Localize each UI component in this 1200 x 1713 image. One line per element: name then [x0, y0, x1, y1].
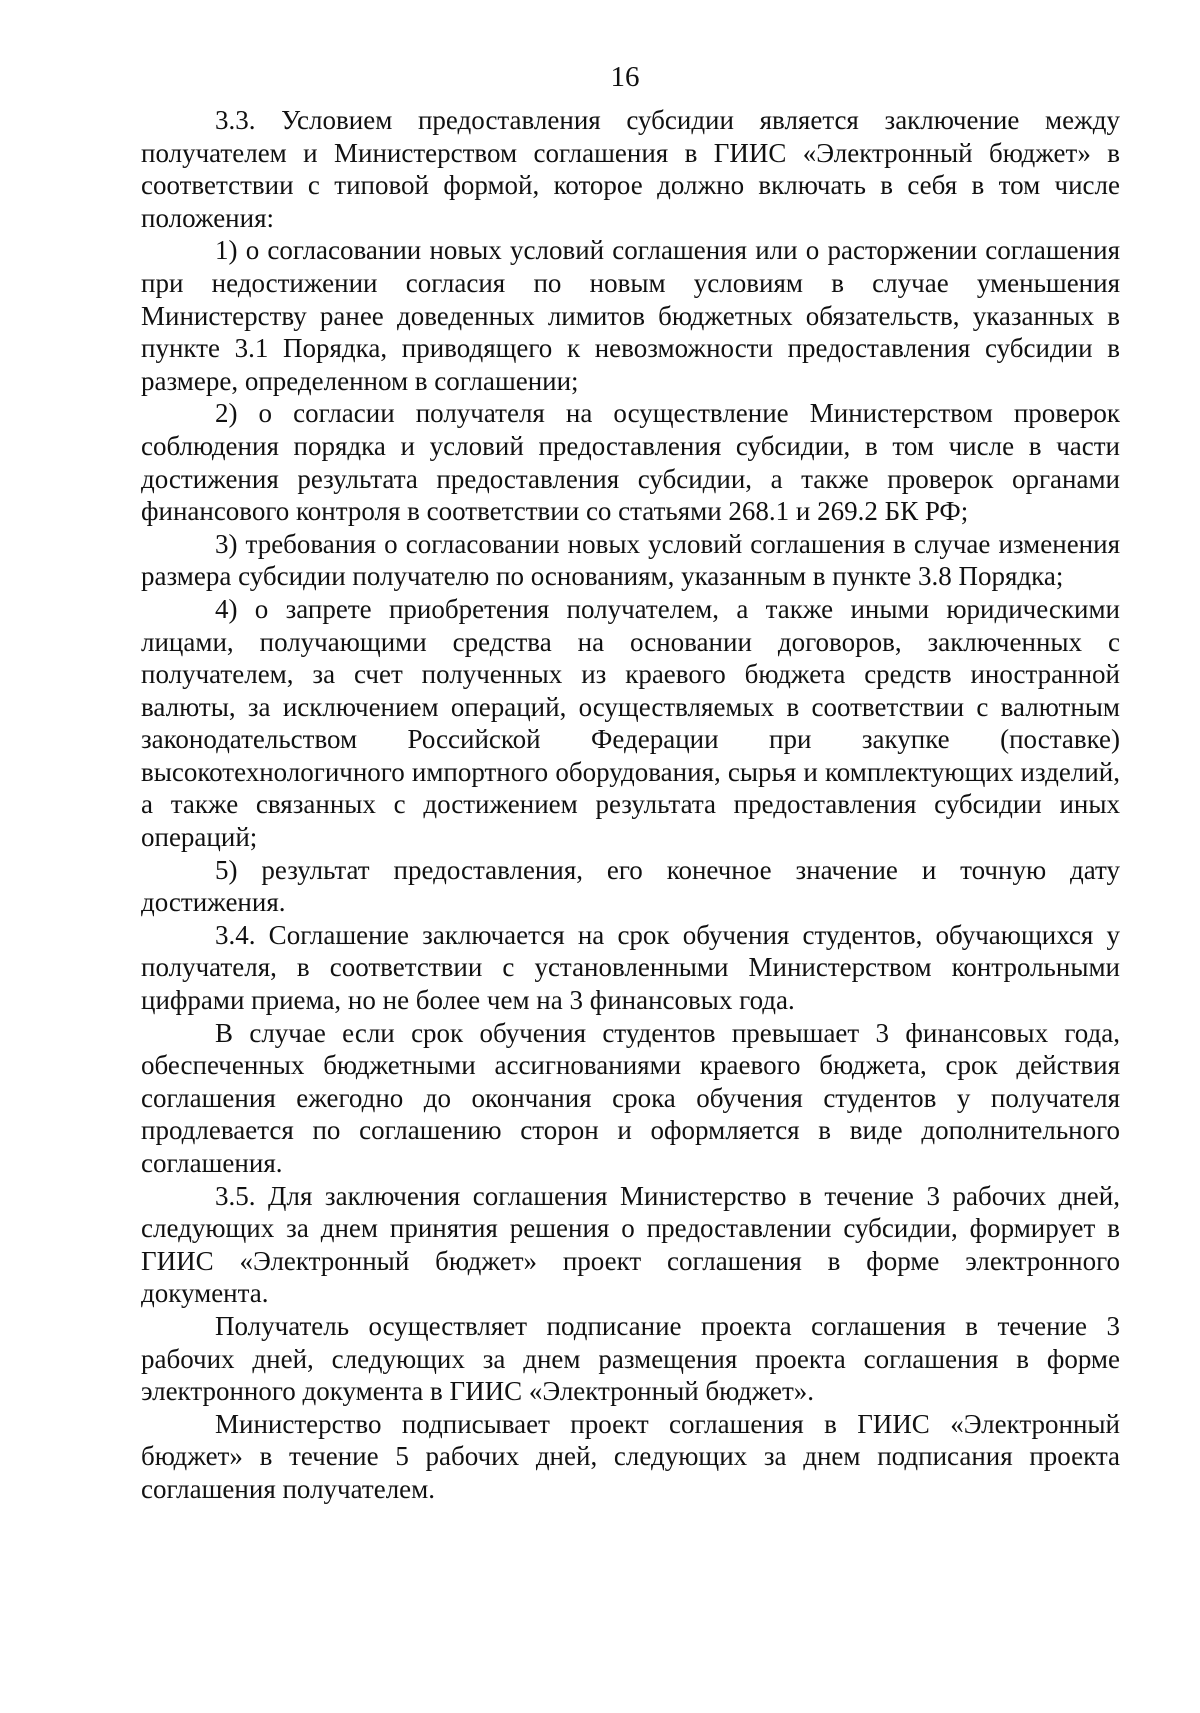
paragraph-extension: В случае если срок обучения студентов превышает 3 финансовых года, обеспеченных бюджетными ассигнованиями краевого бюджета, срок действия соглашения ежегодно до окончания срока обучения студентов у получателя продлевается по соглашению сторон и оформляется в виде дополнительного соглашения. [141, 1017, 1120, 1178]
list-item-1: 1) о согласовании новых условий соглашения или о расторжении соглашения при недостижении согласия по новым условиям в случае уменьшения Министерству ранее доведенных лимитов бюджетных обязательств, указанных в пункте 3.1 Порядка, приводящего к невозможности предоставления субсидии в размере, определенном в соглашении; [141, 235, 1120, 396]
paragraph-3-4: 3.4. Соглашение заключается на срок обучения студентов, обучающихся у получателя, в соответствии с установленными Министерством контрольными цифрами приема, но не более чем на 3 финансовых года. [141, 919, 1120, 1016]
paragraph-3-5: 3.5. Для заключения соглашения Министерство в течение 3 рабочих дней, следующих за днем принятия решения о предоставлении субсидии, формирует в ГИИС «Электронный бюджет» проект соглашения в форме электронного документа. [141, 1180, 1120, 1309]
page-number: 16 [610, 61, 640, 93]
paragraph-recipient-signing: Получатель осуществляет подписание проекта соглашения в течение 3 рабочих дней, следующих за днем размещения проекта соглашения в форме электронного документа в ГИИС «Электронный бюджет». [141, 1310, 1120, 1407]
list-item-4: 4) о запрете приобретения получателем, а также иными юридическими лицами, получающими средства на основании договоров, заключенных с получателем, за счет полученных из краевого бюджета средств иностранной валюты, за исключением операций, осуществляемых в соответствии с валютным законодательством Российской Федерации при закупке (поставке) высокотехнологичного импортного оборудования, сырья и комплектующих изделий, а также связанных с достижением результата предоставления субсидии иных операций; [141, 593, 1120, 853]
paragraph-ministry-signing: Министерство подписывает проект соглашения в ГИИС «Электронный бюджет» в течение 5 рабочих дней, следующих за днем подписания проекта соглашения получателем. [141, 1408, 1120, 1504]
paragraph-3-3: 3.3. Условием предоставления субсидии является заключение между получателем и Министерством соглашения в ГИИС «Электронный бюджет» в соответствии с типовой формой, которое должно включать в себя в том числе положения: [141, 105, 1120, 233]
list-item-2: 2) о согласии получателя на осуществление Министерством проверок соблюдения порядка и условий предоставления субсидии, в том числе в части достижения результата предоставления субсидии, а также проверок органами финансового контроля в соответствии со статьями 268.1 и 269.2 БК РФ; [141, 398, 1120, 527]
list-item-5: 5) результат предоставления, его конечное значение и точную дату достижения. [141, 854, 1120, 918]
document-body [141, 104, 1120, 1506]
list-item-3: 3) требования о согласовании новых условий соглашения в случае изменения размера субсидии получателю по основаниям, указанным в пункте 3.8 Порядка; [141, 528, 1120, 592]
